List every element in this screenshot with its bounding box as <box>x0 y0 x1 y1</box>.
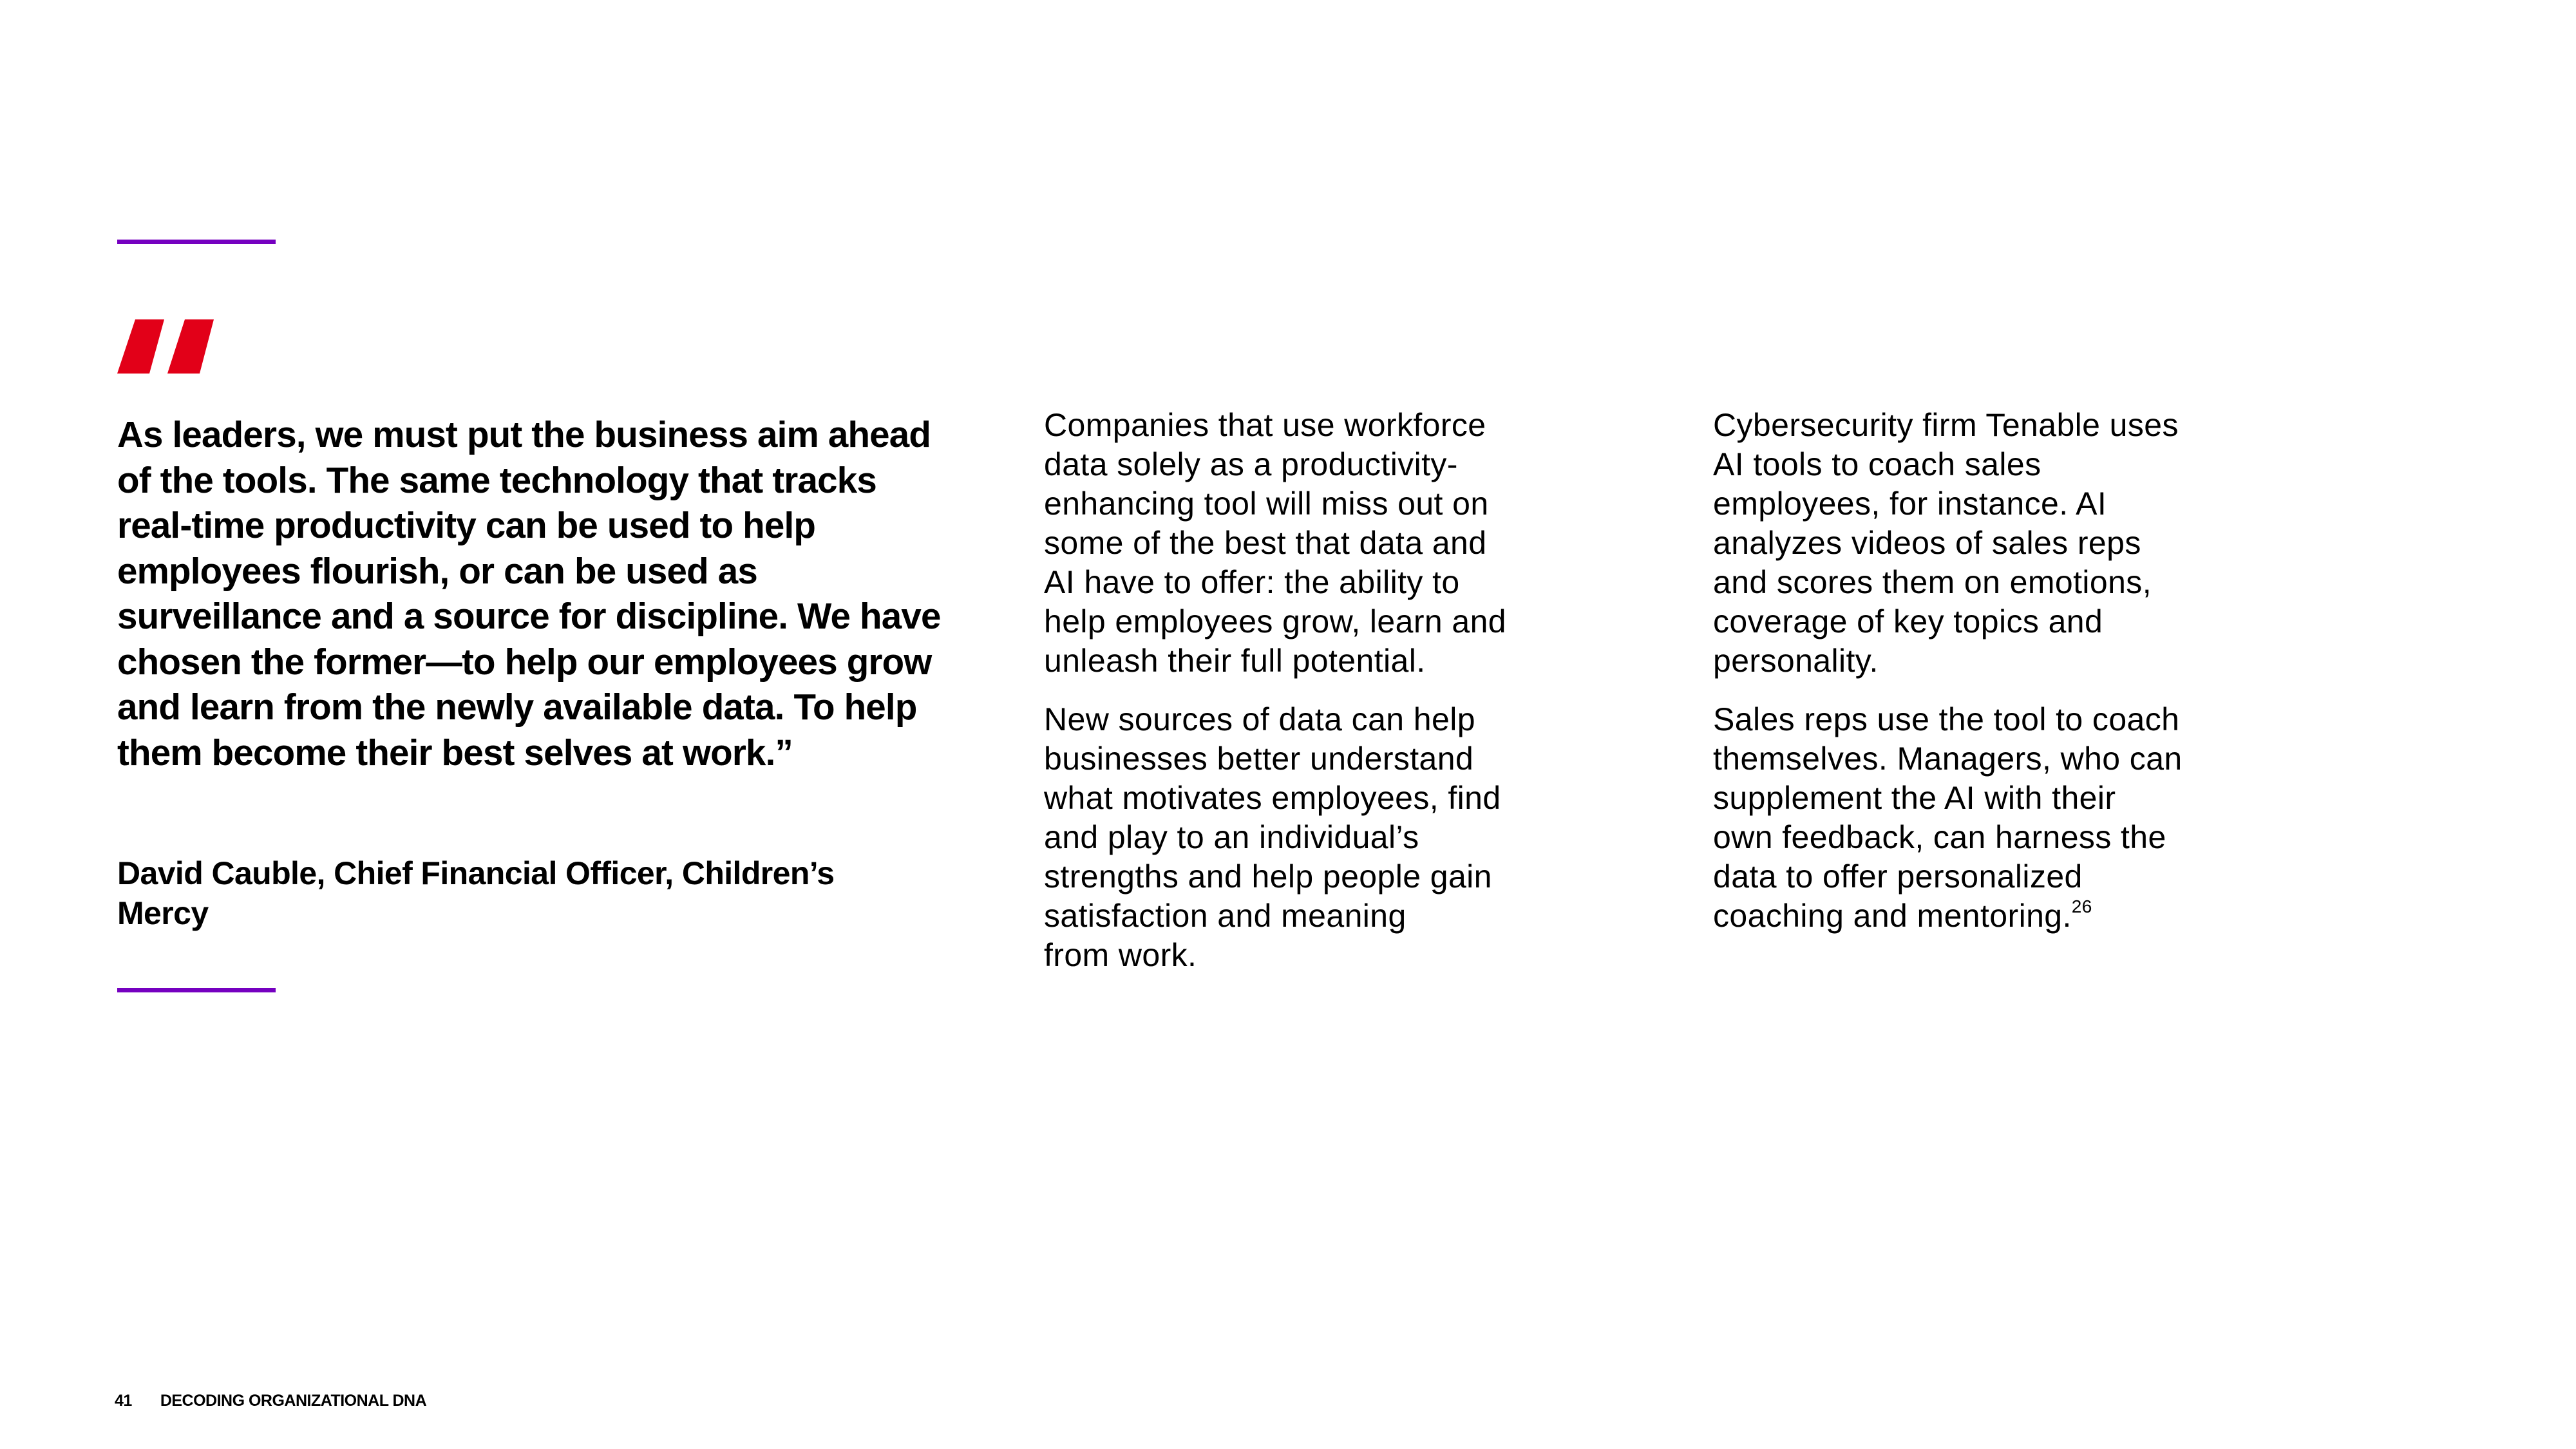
footer-document-title: DECODING ORGANIZATIONAL DNA <box>160 1392 427 1410</box>
quote-mark-left-stroke <box>117 319 164 374</box>
bottom-accent-rule <box>117 988 276 992</box>
top-accent-rule <box>117 240 276 244</box>
body-paragraph: New sources of data can help businesses better understand what motivates employees, find and play to an individual’s strengths and help people gain satisfaction and meaning from work. <box>1044 701 1501 973</box>
body-paragraph: Cybersecurity firm Tenable uses AI tools to coach sales employees, for instance. AI analyzes videos of sales reps and scores them on emotions, coverage of key topics and personality. <box>1713 407 2179 679</box>
pull-quote-attribution: David Cauble, Chief Financial Officer, Children’s Mercy <box>117 855 835 931</box>
body-column-right <box>1713 406 2293 955</box>
page-footer <box>115 1391 426 1410</box>
footnote-reference: 26 <box>2071 896 2092 917</box>
page-number: 41 <box>115 1392 132 1410</box>
body-paragraph: Companies that use workforce data solely as a productivity- enhancing tool will miss out on some of the best that data and AI have to offer: the ability to help employees grow, learn and unleash their full potential. <box>1044 407 1507 679</box>
open-quote-icon <box>116 314 219 385</box>
pull-quote-text: As leaders, we must put the business aim ahead of the tools. The same technology that tracks real-time productivity can be used to help employees flourish, or can be used as surveillance and a source for discipline. We have chosen the former—to help our employees grow and learn from the newly available data. To help them become their best selves at work.” <box>117 414 941 773</box>
body-paragraph-with-footnote <box>1713 700 2293 936</box>
body-paragraph-text: Sales reps use the tool to coach themselves. Managers, who can supplement the AI with their own feedback, can harness the data to offer personalized coaching and mentoring. <box>1713 701 2183 934</box>
body-column-middle <box>1044 406 1624 994</box>
quote-mark-right-stroke <box>167 319 214 374</box>
